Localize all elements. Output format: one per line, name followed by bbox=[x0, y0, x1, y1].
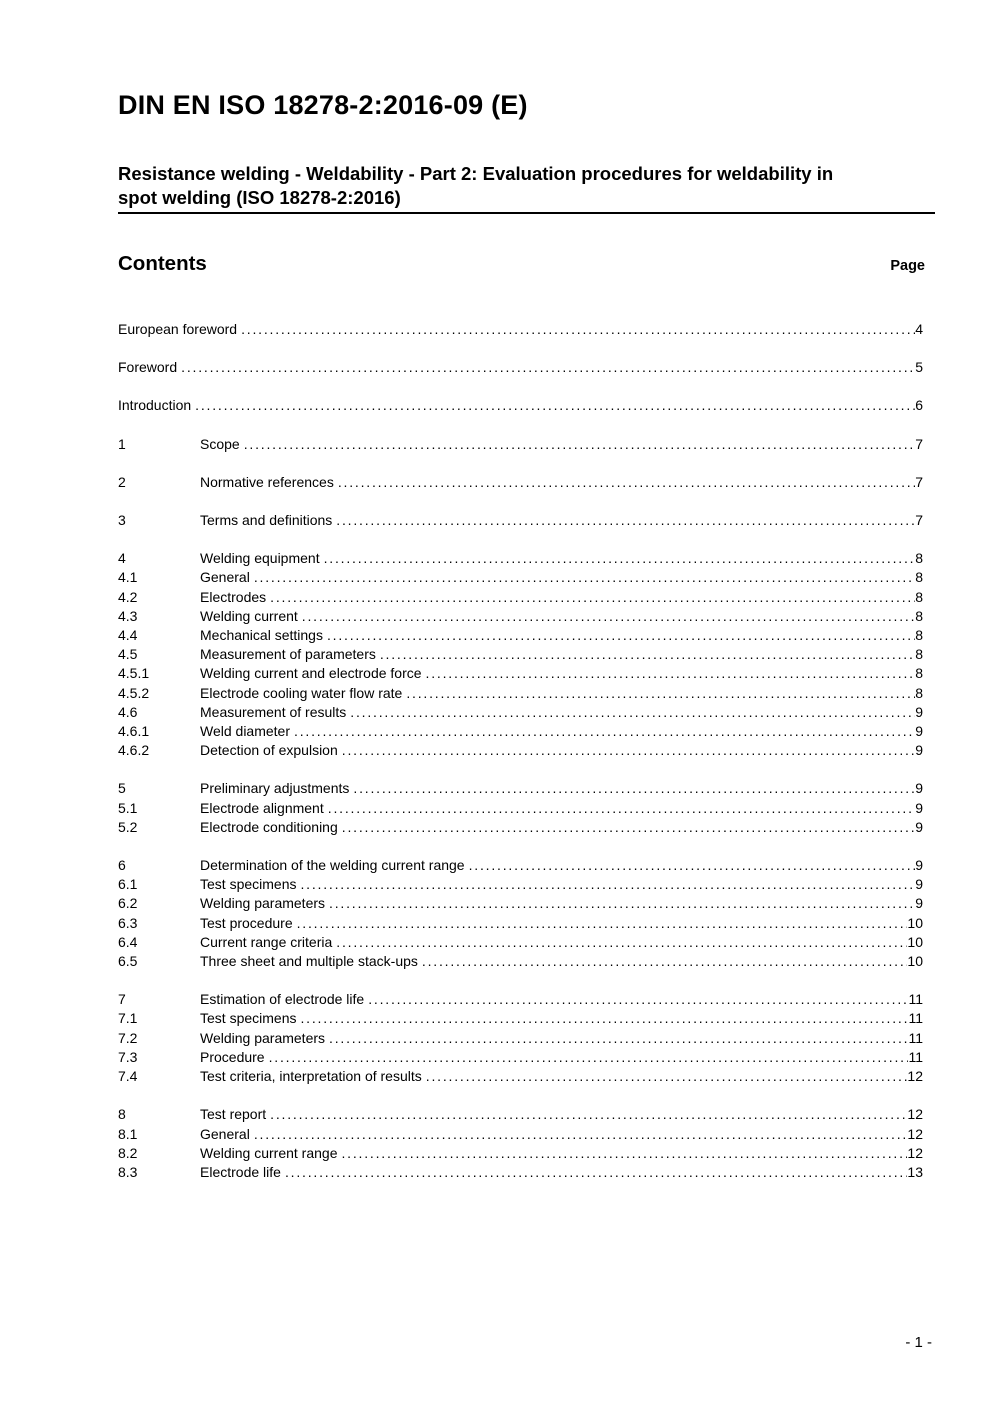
toc-entry bbox=[118, 990, 935, 1009]
toc-entry-page: 12 bbox=[907, 1144, 923, 1161]
toc-leader-dots bbox=[324, 549, 916, 568]
toc-entry-number: 1 bbox=[118, 435, 126, 452]
toc-entry-number: 6.1 bbox=[118, 876, 138, 893]
toc-entry-number: 7.4 bbox=[118, 1068, 138, 1085]
toc-entry-page: 9 bbox=[915, 857, 923, 874]
toc-entry bbox=[118, 741, 935, 760]
toc-entry bbox=[118, 779, 935, 798]
toc-entry-page: 8 bbox=[915, 627, 923, 644]
toc-leader-dots bbox=[336, 933, 907, 952]
toc-entry-title: Electrode conditioning bbox=[200, 818, 338, 835]
toc-leader-dots bbox=[342, 741, 915, 760]
toc-entry-title: Test specimens bbox=[200, 1010, 297, 1027]
toc-entry-number: 8.1 bbox=[118, 1125, 138, 1142]
toc-entry-page: 9 bbox=[915, 703, 923, 720]
toc-entry bbox=[118, 473, 935, 492]
toc-entry bbox=[118, 588, 935, 607]
toc-entry-page: 10 bbox=[907, 914, 923, 931]
toc-entry-number: 6.3 bbox=[118, 914, 138, 931]
toc-leader-dots bbox=[327, 626, 915, 645]
toc-entry-title: Estimation of electrode life bbox=[200, 991, 365, 1008]
toc-entry-title: Welding current bbox=[200, 607, 298, 624]
toc-entry bbox=[118, 1163, 935, 1182]
toc-leader-dots bbox=[254, 568, 915, 587]
toc-entry-title: Electrode life bbox=[200, 1163, 281, 1180]
toc-entry bbox=[118, 549, 935, 568]
toc-entry bbox=[118, 320, 935, 339]
toc-leader-dots bbox=[300, 1009, 908, 1028]
toc-entry-number: 5.1 bbox=[118, 799, 138, 816]
toc-entry-page: 7 bbox=[915, 473, 923, 490]
toc-leader-dots bbox=[195, 396, 915, 415]
toc-entry-number: 8 bbox=[118, 1106, 126, 1123]
page-content bbox=[118, 0, 935, 1201]
toc-entry-title: Weld diameter bbox=[200, 723, 291, 740]
toc-entry-title: Three sheet and multiple stack-ups bbox=[200, 953, 418, 970]
toc-entry bbox=[118, 933, 935, 952]
toc-entry bbox=[118, 875, 935, 894]
toc-entry-number: 3 bbox=[118, 512, 126, 529]
toc-leader-dots bbox=[254, 1125, 908, 1144]
toc-entry-number: 7.2 bbox=[118, 1029, 138, 1046]
toc-group bbox=[118, 1105, 935, 1182]
toc-entry-number: 4.5.1 bbox=[118, 665, 150, 682]
toc-leader-dots bbox=[244, 435, 916, 454]
toc-entry bbox=[118, 626, 935, 645]
contents-header-row bbox=[118, 252, 935, 276]
toc-entry-page: 7 bbox=[915, 435, 923, 452]
toc-entry-number: 6.2 bbox=[118, 895, 138, 912]
toc-leader-dots bbox=[270, 588, 915, 607]
toc-leader-dots bbox=[269, 1048, 909, 1067]
toc-entry-title: Foreword bbox=[118, 359, 178, 376]
toc-entry-number: 4 bbox=[118, 550, 126, 567]
toc-entry-number: 4.5 bbox=[118, 646, 138, 663]
toc-entry-number: 6.4 bbox=[118, 933, 138, 950]
toc-leader-dots bbox=[329, 1029, 908, 1048]
toc-entry-title: Measurement of results bbox=[200, 703, 347, 720]
toc-entry-title: Welding parameters bbox=[200, 895, 326, 912]
toc-leader-dots bbox=[406, 684, 915, 703]
toc-entry-page: 11 bbox=[908, 1010, 923, 1027]
toc-group bbox=[118, 779, 935, 837]
toc-entry-number: 6 bbox=[118, 857, 126, 874]
toc-entry-number: 7 bbox=[118, 991, 126, 1008]
toc-leader-dots bbox=[297, 914, 908, 933]
toc-entry bbox=[118, 1009, 935, 1028]
toc-entry-number: 4.6.1 bbox=[118, 723, 150, 740]
document-title-line-1: Resistance welding - Weldability - Part 2: Evaluation procedures for weldability in bbox=[118, 163, 834, 184]
toc-entry-title: Introduction bbox=[118, 397, 192, 414]
toc-group bbox=[118, 856, 935, 971]
toc-entry-number: 4.4 bbox=[118, 627, 138, 644]
toc-entry-page: 6 bbox=[915, 397, 923, 414]
toc-entry-page: 9 bbox=[915, 818, 923, 835]
toc-entry-page: 12 bbox=[907, 1068, 923, 1085]
toc-entry-page: 9 bbox=[915, 895, 923, 912]
toc-leader-dots bbox=[422, 952, 908, 971]
toc-entry-number: 8.2 bbox=[118, 1144, 138, 1161]
toc-entry-title: Mechanical settings bbox=[200, 627, 323, 644]
toc-entry-title: Welding current range bbox=[200, 1144, 338, 1161]
toc-entry bbox=[118, 511, 935, 530]
toc-entry-page: 8 bbox=[915, 569, 923, 586]
toc-entry-page: 10 bbox=[907, 933, 923, 950]
toc-entry bbox=[118, 664, 935, 683]
document-title bbox=[118, 162, 935, 214]
toc-entry-page: 11 bbox=[908, 1029, 923, 1046]
toc-entry-page: 8 bbox=[915, 665, 923, 682]
toc-entry bbox=[118, 358, 935, 377]
toc-entry bbox=[118, 818, 935, 837]
toc-entry-page: 9 bbox=[915, 799, 923, 816]
toc-entry-number: 4.2 bbox=[118, 588, 138, 605]
toc-entry bbox=[118, 703, 935, 722]
toc-entry bbox=[118, 396, 935, 415]
toc-entry bbox=[118, 914, 935, 933]
toc-entry-page: 9 bbox=[915, 780, 923, 797]
table-of-contents bbox=[118, 320, 935, 1182]
toc-group bbox=[118, 358, 935, 377]
toc-entry-title: Scope bbox=[200, 435, 240, 452]
toc-leader-dots bbox=[338, 473, 915, 492]
toc-leader-dots bbox=[270, 1105, 907, 1124]
toc-leader-dots bbox=[341, 1144, 907, 1163]
toc-leader-dots bbox=[294, 722, 915, 741]
toc-group bbox=[118, 320, 935, 339]
toc-entry-number: 7.1 bbox=[118, 1010, 138, 1027]
toc-entry-title: Welding equipment bbox=[200, 550, 320, 567]
toc-leader-dots bbox=[328, 799, 915, 818]
toc-leader-dots bbox=[426, 664, 916, 683]
toc-entry-title: Preliminary adjustments bbox=[200, 780, 350, 797]
document-number-heading: DIN EN ISO 18278-2:2016-09 (E) bbox=[118, 90, 528, 120]
toc-entry-number: 6.5 bbox=[118, 953, 138, 970]
toc-entry-title: Welding parameters bbox=[200, 1029, 326, 1046]
toc-group bbox=[118, 435, 935, 454]
toc-entry bbox=[118, 1029, 935, 1048]
toc-entry-number: 2 bbox=[118, 473, 126, 490]
toc-leader-dots bbox=[241, 320, 915, 339]
toc-entry-page: 10 bbox=[907, 953, 923, 970]
toc-entry bbox=[118, 856, 935, 875]
toc-leader-dots bbox=[285, 1163, 907, 1182]
toc-entry-title: Test report bbox=[200, 1106, 267, 1123]
toc-entry-number: 5 bbox=[118, 780, 126, 797]
toc-leader-dots bbox=[300, 875, 915, 894]
toc-entry-title: Terms and definitions bbox=[200, 512, 333, 529]
toc-entry bbox=[118, 568, 935, 587]
toc-leader-dots bbox=[181, 358, 915, 377]
toc-entry-title: Current range criteria bbox=[200, 933, 333, 950]
toc-leader-dots bbox=[329, 894, 915, 913]
toc-entry-number: 8.3 bbox=[118, 1163, 138, 1180]
toc-leader-dots bbox=[469, 856, 916, 875]
toc-entry bbox=[118, 1048, 935, 1067]
toc-group bbox=[118, 549, 935, 760]
toc-entry bbox=[118, 722, 935, 741]
toc-entry-page: 4 bbox=[915, 321, 923, 337]
toc-leader-dots bbox=[350, 703, 915, 722]
toc-entry-number: 4.5.2 bbox=[118, 684, 150, 701]
toc-entry-title: Detection of expulsion bbox=[200, 742, 338, 759]
toc-group bbox=[118, 990, 935, 1086]
toc-entry-title: Electrode alignment bbox=[200, 799, 324, 816]
contents-heading: Contents bbox=[118, 252, 207, 275]
toc-entry-page: 8 bbox=[915, 588, 923, 605]
toc-entry-number: 7.3 bbox=[118, 1048, 138, 1065]
toc-entry-page: 11 bbox=[908, 1048, 923, 1065]
toc-leader-dots bbox=[380, 645, 915, 664]
toc-entry-page: 13 bbox=[907, 1163, 923, 1180]
toc-entry-title: General bbox=[200, 1125, 250, 1142]
toc-group bbox=[118, 473, 935, 492]
document-title-line-2: spot welding (ISO 18278-2:2016) bbox=[118, 187, 401, 208]
toc-entry-title: Electrode cooling water flow rate bbox=[200, 684, 403, 701]
toc-entry-title: Determination of the welding current range bbox=[200, 857, 465, 874]
toc-entry-title: Procedure bbox=[200, 1048, 265, 1065]
toc-group bbox=[118, 396, 935, 415]
toc-entry-page: 9 bbox=[915, 876, 923, 893]
toc-leader-dots bbox=[302, 607, 915, 626]
toc-entry-title: Test procedure bbox=[200, 914, 293, 931]
toc-entry-page: 9 bbox=[915, 742, 923, 759]
toc-entry-page: 12 bbox=[907, 1125, 923, 1142]
toc-leader-dots bbox=[426, 1067, 908, 1086]
toc-leader-dots bbox=[368, 990, 908, 1009]
toc-group bbox=[118, 511, 935, 530]
toc-entry bbox=[118, 1067, 935, 1086]
toc-leader-dots bbox=[336, 511, 915, 530]
toc-entry-page: 8 bbox=[915, 607, 923, 624]
toc-entry-title: Welding current and electrode force bbox=[200, 665, 422, 682]
toc-entry-title: Test specimens bbox=[200, 876, 297, 893]
toc-entry-page: 9 bbox=[915, 723, 923, 740]
toc-entry-number: 5.2 bbox=[118, 818, 138, 835]
toc-entry-page: 8 bbox=[915, 646, 923, 663]
toc-entry bbox=[118, 1144, 935, 1163]
toc-entry-number: 4.6.2 bbox=[118, 742, 150, 759]
toc-entry-page: 7 bbox=[915, 512, 923, 529]
toc-leader-dots bbox=[353, 779, 915, 798]
toc-entry-page: 11 bbox=[908, 991, 923, 1008]
toc-entry bbox=[118, 684, 935, 703]
toc-entry bbox=[118, 799, 935, 818]
toc-entry-title: Test criteria, interpretation of results bbox=[200, 1068, 422, 1085]
toc-entry bbox=[118, 607, 935, 626]
toc-entry-number: 4.6 bbox=[118, 703, 138, 720]
toc-entry bbox=[118, 645, 935, 664]
toc-leader-dots bbox=[342, 818, 915, 837]
toc-entry-number: 4.3 bbox=[118, 607, 138, 624]
toc-entry-page: 12 bbox=[907, 1106, 923, 1123]
toc-entry-title: European foreword bbox=[118, 321, 238, 337]
toc-entry bbox=[118, 1105, 935, 1124]
toc-entry-title: Measurement of parameters bbox=[200, 646, 376, 663]
page-column-label: Page bbox=[890, 258, 925, 274]
toc-entry-title: Electrodes bbox=[200, 588, 267, 605]
toc-entry bbox=[118, 435, 935, 454]
toc-entry-page: 5 bbox=[915, 359, 923, 376]
toc-entry-page: 8 bbox=[915, 684, 923, 701]
toc-entry-title: Normative references bbox=[200, 473, 334, 490]
toc-entry bbox=[118, 1125, 935, 1144]
toc-entry-page: 8 bbox=[915, 550, 923, 567]
toc-entry-number: 4.1 bbox=[118, 569, 138, 586]
toc-entry bbox=[118, 894, 935, 913]
toc-entry-title: General bbox=[200, 569, 250, 586]
footer-page-number: - 1 - bbox=[905, 1334, 932, 1351]
toc-entry bbox=[118, 952, 935, 971]
